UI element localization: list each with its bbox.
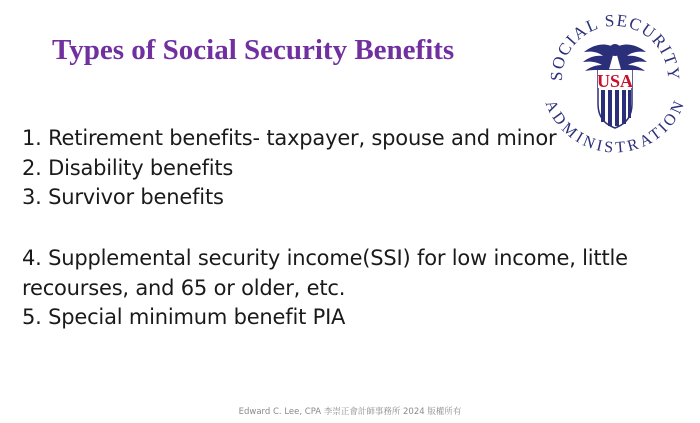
seal-center-text: USA — [596, 71, 634, 91]
seal-bottom-text: ADMINISTRATION — [541, 97, 689, 154]
list-item: 4. Supplemental security income(SSI) for low income, little — [22, 246, 628, 270]
list-item: 5. Special minimum benefit PIA — [22, 305, 346, 329]
list-item: 2. Disability benefits — [22, 156, 234, 180]
slide-footer: Edward C. Lee, CPA 李崇正會計師事務所 2024 版權所有 — [238, 407, 462, 417]
list-item: 3. Survivor benefits — [22, 185, 224, 209]
eagle-icon — [583, 44, 647, 73]
seal-top-text: SOCIAL SECURITY — [546, 10, 684, 82]
ssa-seal-icon — [540, 4, 690, 154]
list-item-continuation: recourses, and 65 or older, etc. — [22, 276, 346, 300]
slide-title: Types of Social Security Benefits — [52, 34, 455, 66]
list-item: 1. Retirement benefits- taxpayer, spouse and minor — [22, 126, 557, 150]
